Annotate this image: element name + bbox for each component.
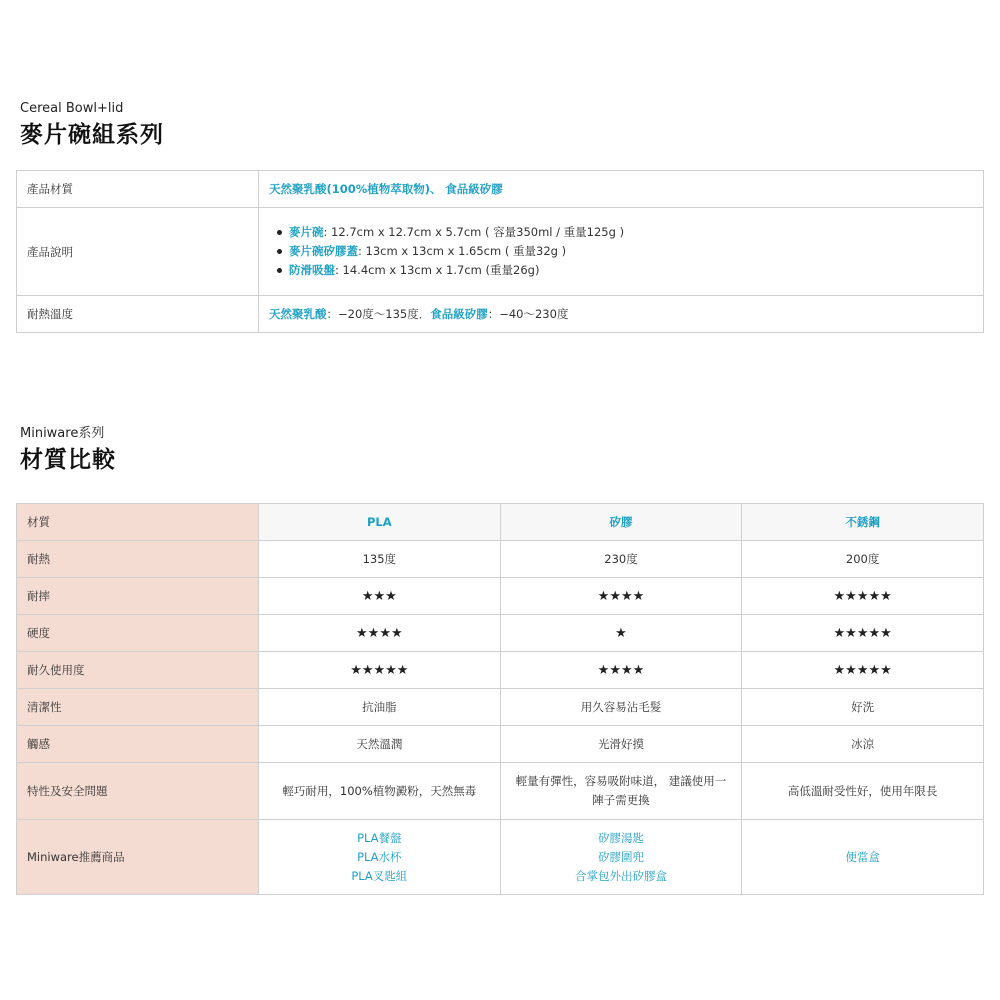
row-label: 清潔性 bbox=[17, 689, 259, 726]
silicone-products bbox=[500, 820, 742, 895]
table-cell: 230度 bbox=[500, 541, 742, 578]
table-cell: 光滑好摸 bbox=[500, 726, 742, 763]
product-link-pla-plate[interactable]: PLA餐盤 bbox=[357, 830, 402, 845]
section-title: 材質比較 bbox=[20, 447, 116, 473]
table-cell: 冰涼 bbox=[742, 726, 984, 763]
pla-products bbox=[259, 820, 501, 895]
table-row bbox=[17, 578, 984, 615]
star-rating: ★★★★★ bbox=[742, 652, 984, 689]
list-item bbox=[269, 261, 983, 280]
item-name: 防滑吸盤 bbox=[289, 263, 335, 277]
heat-name-2: 食品級矽膠 bbox=[430, 307, 488, 321]
cereal-bowl-section bbox=[16, 100, 984, 321]
table-row bbox=[17, 652, 984, 689]
material-value bbox=[259, 171, 984, 208]
heat-text-1: ：−20度～135度． bbox=[326, 307, 431, 321]
heat-name-1: 天然聚乳酸 bbox=[269, 307, 327, 321]
table-row bbox=[17, 208, 984, 296]
table-cell: 135度 bbox=[259, 541, 501, 578]
product-link-lunchbox[interactable]: 便當盒 bbox=[845, 849, 880, 864]
row-label: Miniware推薦商品 bbox=[17, 820, 259, 895]
row-label-heat: 耐熱溫度 bbox=[17, 296, 259, 333]
star-rating: ★★★★★ bbox=[742, 615, 984, 652]
table-cell: 抗油脂 bbox=[259, 689, 501, 726]
item-text: : 14.4cm x 13cm x 1.7cm (重量26g) bbox=[335, 263, 540, 277]
column-header-steel: 不銹鋼 bbox=[742, 504, 984, 541]
item-name: 麥片碗 bbox=[289, 225, 324, 239]
material-comparison-table bbox=[16, 503, 984, 895]
row-label: 耐久使用度 bbox=[17, 652, 259, 689]
table-cell bbox=[500, 763, 742, 820]
table-cell: 200度 bbox=[742, 541, 984, 578]
table-row bbox=[17, 763, 984, 820]
section-title: 麥片碗組系列 bbox=[20, 122, 164, 148]
row-label-material: 產品材質 bbox=[17, 171, 259, 208]
row-label: 耐熱 bbox=[17, 541, 259, 578]
table-cell bbox=[742, 763, 984, 820]
row-label: 硬度 bbox=[17, 615, 259, 652]
list-item bbox=[269, 223, 983, 242]
table-cell: 天然溫潤 bbox=[259, 726, 501, 763]
table-row bbox=[17, 615, 984, 652]
item-text: : 13cm x 13cm x 1.65cm ( 重量32g ) bbox=[358, 244, 567, 258]
table-row bbox=[17, 689, 984, 726]
list-item bbox=[269, 242, 983, 261]
star-rating: ★ bbox=[500, 615, 742, 652]
table-row bbox=[17, 296, 984, 333]
table-row bbox=[17, 171, 984, 208]
star-rating: ★★★★ bbox=[500, 652, 742, 689]
table-row bbox=[17, 541, 984, 578]
star-rating: ★★★★★ bbox=[742, 578, 984, 615]
heat-value bbox=[259, 296, 984, 333]
product-link-silicone-box[interactable]: 合掌包外出矽膠盒 bbox=[574, 868, 667, 883]
row-label: 觸感 bbox=[17, 726, 259, 763]
cell-text: 輕量有彈性，容易吸附味道， 建議使用一陣子需更換 bbox=[515, 774, 727, 807]
section-subtitle: Cereal Bowl+lid bbox=[20, 101, 124, 116]
product-spec-table bbox=[16, 170, 984, 333]
description-list bbox=[269, 223, 983, 280]
product-link-silicone-spoon[interactable]: 矽膠湯匙 bbox=[597, 830, 644, 845]
material-value-part2: 食品級矽膠 bbox=[445, 182, 503, 196]
star-rating: ★★★★ bbox=[500, 578, 742, 615]
column-header-pla: PLA bbox=[259, 504, 501, 541]
section-subtitle: Miniware系列 bbox=[20, 426, 105, 441]
product-link-pla-cutlery[interactable]: PLA叉匙組 bbox=[351, 868, 408, 883]
table-header-row bbox=[17, 504, 984, 541]
table-cell: 用久容易沾毛髮 bbox=[500, 689, 742, 726]
product-link-silicone-bib[interactable]: 矽膠圍兜 bbox=[597, 849, 644, 864]
row-label-description: 產品說明 bbox=[17, 208, 259, 296]
cell-text: 高低溫耐受性好，使用年限長 bbox=[787, 783, 938, 798]
heat-text-2: ：−40～230度 bbox=[487, 307, 569, 321]
item-name: 麥片碗矽膠蓋 bbox=[289, 244, 358, 258]
star-rating: ★★★★ bbox=[259, 615, 501, 652]
material-value-part1: 天然聚乳酸(100%植物萃取物)、 bbox=[269, 182, 442, 196]
header-label: 材質 bbox=[17, 504, 259, 541]
star-rating: ★★★★★ bbox=[259, 652, 501, 689]
item-text: : 12.7cm x 12.7cm x 5.7cm ( 容量350ml / 重量125g ) bbox=[323, 225, 625, 239]
product-link-pla-cup[interactable]: PLA水杯 bbox=[357, 849, 402, 864]
column-header-silicone: 矽膠 bbox=[500, 504, 742, 541]
description-value bbox=[259, 208, 984, 296]
row-label: 耐摔 bbox=[17, 578, 259, 615]
star-rating: ★★★ bbox=[259, 578, 501, 615]
miniware-section bbox=[16, 425, 984, 883]
cell-text: 輕巧耐用，100%植物澱粉，天然無毒 bbox=[282, 783, 477, 798]
row-label: 特性及安全問題 bbox=[17, 763, 259, 820]
table-cell: 好洗 bbox=[742, 689, 984, 726]
table-cell bbox=[259, 763, 501, 820]
steel-products bbox=[742, 820, 984, 895]
table-row bbox=[17, 820, 984, 895]
table-row bbox=[17, 726, 984, 763]
